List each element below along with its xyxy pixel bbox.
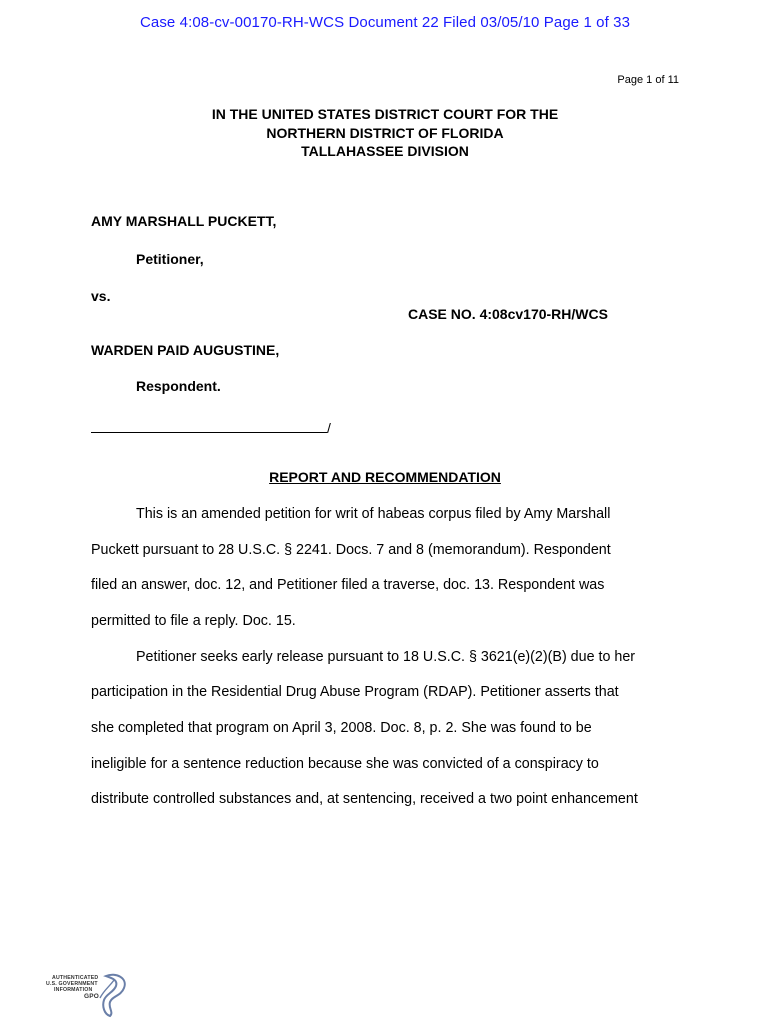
court-heading bbox=[0, 105, 770, 161]
caption-slash: / bbox=[327, 420, 331, 436]
gpo-logo-line-4: GPO bbox=[84, 993, 100, 1000]
body-line: participation in the Residential Drug Abuse Program (RDAP). Petitioner asserts that bbox=[91, 684, 619, 700]
body-line: distribute controlled substances and, at sentencing, received a two point enhancement bbox=[91, 791, 638, 807]
caption-closing-line bbox=[91, 420, 331, 436]
report-title: REPORT AND RECOMMENDATION bbox=[269, 469, 501, 485]
gpo-logo-line-2: U.S. GOVERNMENT bbox=[46, 981, 98, 987]
body-line: Puckett pursuant to 28 U.S.C. § 2241. Docs. 7 and 8 (memorandum). Respondent bbox=[91, 542, 611, 558]
page-number: Page 1 of 11 bbox=[617, 74, 679, 86]
respondent-name: WARDEN PAID AUGUSTINE, bbox=[91, 342, 280, 358]
body-line: she completed that program on April 3, 2008. Doc. 8, p. 2. She was found to be bbox=[91, 720, 592, 736]
filing-header-stamp: Case 4:08-cv-00170-RH-WCS Document 22 Filed 03/05/10 Page 1 of 33 bbox=[139, 14, 631, 31]
petitioner-name: AMY MARSHALL PUCKETT, bbox=[91, 213, 277, 229]
court-heading-line-1: IN THE UNITED STATES DISTRICT COURT FOR THE bbox=[211, 106, 559, 122]
case-number: CASE NO. 4:08cv170-RH/WCS bbox=[408, 306, 608, 322]
versus-label: vs. bbox=[91, 288, 111, 304]
gpo-logo-line-3: INFORMATION bbox=[54, 987, 93, 993]
court-heading-line-2: NORTHERN DISTRICT OF FLORIDA bbox=[266, 124, 504, 141]
body-line: ineligible for a sentence reduction because she was convicted of a conspiracy to bbox=[91, 756, 599, 772]
body-line: This is an amended petition for writ of habeas corpus filed by Amy Marshall bbox=[136, 506, 611, 522]
gpo-logo-line-1: AUTHENTICATED bbox=[52, 975, 99, 981]
court-heading-line-3: TALLAHASSEE DIVISION bbox=[301, 143, 469, 159]
gpo-authenticated-logo bbox=[44, 972, 128, 1018]
body-line: permitted to file a reply. Doc. 15. bbox=[91, 613, 296, 629]
respondent-role: Respondent. bbox=[136, 378, 221, 394]
caption-rule bbox=[91, 422, 327, 433]
body-line: filed an answer, doc. 12, and Petitioner filed a traverse, doc. 13. Respondent was bbox=[91, 577, 605, 593]
petitioner-role: Petitioner, bbox=[136, 251, 204, 267]
body-line: Petitioner seeks early release pursuant to 18 U.S.C. § 3621(e)(2)(B) due to her bbox=[136, 649, 636, 665]
